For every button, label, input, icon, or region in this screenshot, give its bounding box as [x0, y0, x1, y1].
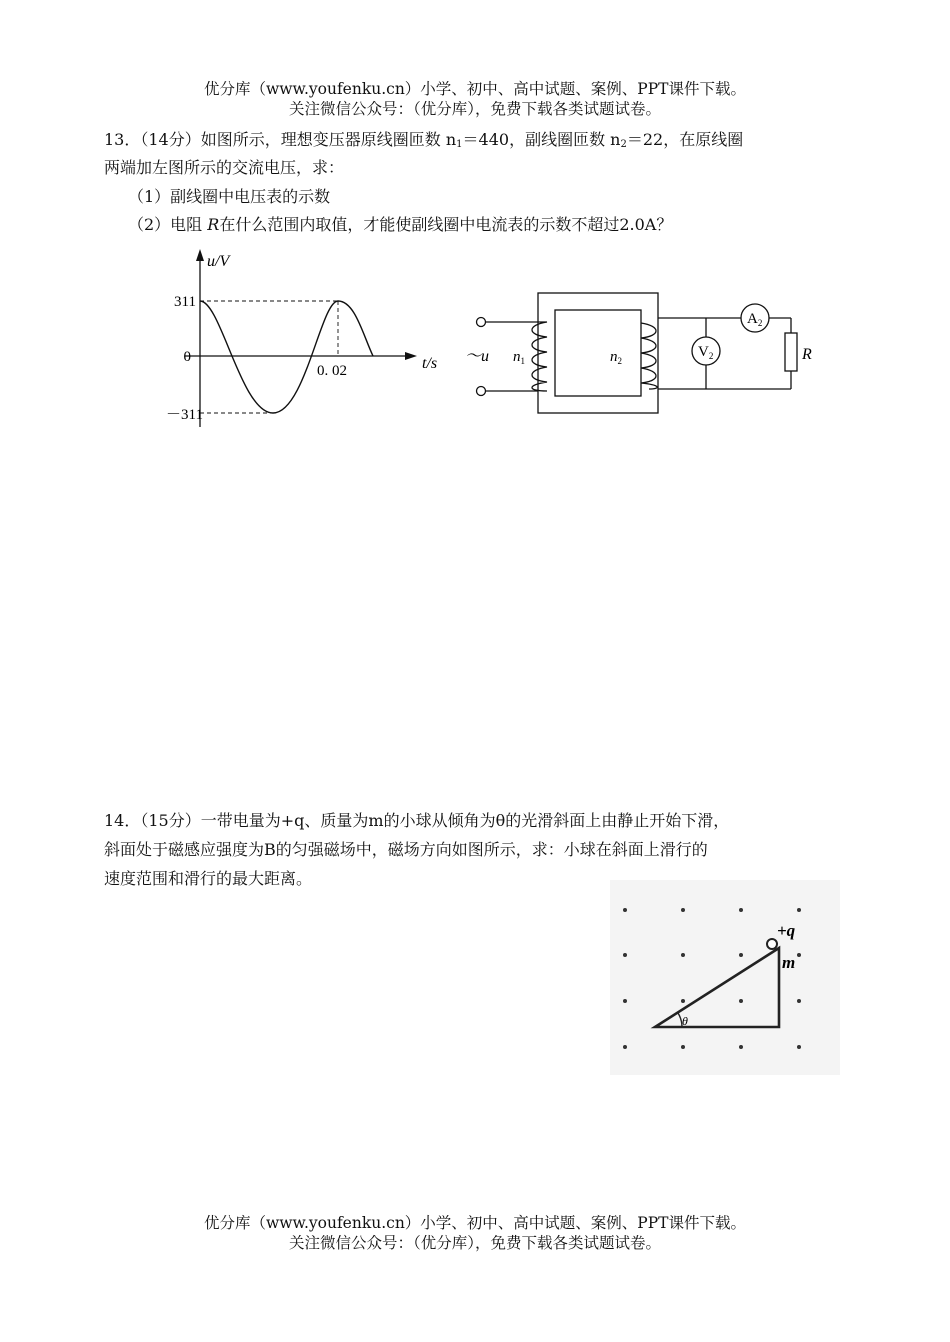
q14-line-2: 斜面处于磁感应强度为B的匀强磁场中，磁场方向如图所示，求：小球在斜面上滑行的 — [104, 840, 708, 859]
q13-number: 13． — [104, 130, 141, 149]
source-label: ～u — [465, 348, 490, 365]
mass-label: m — [782, 953, 796, 972]
charged-ball — [767, 939, 777, 949]
q13-text-a: 如图所示，理想变压器原线圈匝数 n — [200, 130, 457, 149]
q13-line-1 — [104, 130, 743, 155]
header-line-2: 关注微信公众号：（优分库），免费下载各类试题试卷。 — [288, 100, 661, 118]
x-axis-arrow — [405, 352, 417, 360]
q13-text-c: ＝22，在原线圈 — [626, 130, 744, 149]
q13-part-2-r: R — [207, 215, 220, 234]
voltmeter-label: $V_2$ — [698, 344, 714, 361]
q14-score: （15分） — [140, 811, 201, 830]
y-tick-bottom: －311 — [166, 407, 203, 423]
y-tick-zero: 0 — [183, 349, 191, 365]
q14-line-3: 速度范围和滑行的最大距离。 — [104, 869, 313, 888]
transformer-circuit — [455, 285, 825, 425]
transformer-core-outer — [538, 293, 658, 413]
secondary-label: $n_2$ — [610, 349, 622, 366]
q13-n1-sub: 1 — [456, 139, 463, 150]
primary-coil — [532, 322, 547, 391]
ammeter-label: $A_2$ — [747, 311, 763, 328]
q13-part-2 — [128, 215, 672, 235]
input-terminal-top — [477, 318, 486, 327]
incline-magnetic-field-figure — [610, 880, 840, 1075]
y-axis-label: u/V — [207, 253, 230, 270]
resistor — [785, 333, 797, 371]
y-tick-top: 311 — [174, 294, 196, 310]
q13-part-2-b: 在什么范围内取值，才能使副线圈中电流表的示数不超过2.0A？ — [219, 215, 673, 234]
q14-line-1 — [104, 811, 729, 831]
q13-text-b: ＝440，副线圈匝数 n — [462, 130, 621, 149]
input-terminal-bottom — [477, 387, 486, 396]
y-axis-arrow — [196, 249, 204, 261]
angle-label: θ — [682, 1014, 688, 1028]
q14-text-1: 一带电量为+q、质量为m的小球从倾角为θ的光滑斜面上由静止开始下滑， — [200, 811, 730, 830]
footer-line-1: 优分库（www.youfenku.cn）小学、初中、高中试题、案例、PPT课件下载。 — [203, 1214, 747, 1232]
footer-line-2: 关注微信公众号：（优分库），免费下载各类试题试卷。 — [288, 1234, 661, 1252]
transformer-core-inner — [555, 310, 641, 396]
voltage-waveform-graph — [145, 245, 455, 435]
sine-curve — [200, 301, 373, 413]
q13-n2-sub: 2 — [620, 139, 627, 150]
resistor-label: R — [802, 346, 812, 363]
header-line-1: 优分库（www.youfenku.cn）小学、初中、高中试题、案例、PPT课件下载。 — [203, 80, 747, 98]
secondary-coil — [641, 323, 657, 389]
q13-line-2: 两端加左图所示的交流电压，求： — [104, 158, 345, 177]
x-axis-label: t/s — [422, 355, 438, 372]
charge-label: +q — [777, 921, 796, 940]
q13-score: （14分） — [140, 130, 201, 149]
x-tick: 0. 02 — [317, 363, 347, 379]
q13-part-2-a: （2）电阻 — [128, 215, 208, 234]
q14-number: 14． — [104, 811, 141, 830]
primary-label: $n_1$ — [513, 349, 525, 366]
q13-part-1: （1）副线圈中电压表的示数 — [128, 187, 331, 206]
